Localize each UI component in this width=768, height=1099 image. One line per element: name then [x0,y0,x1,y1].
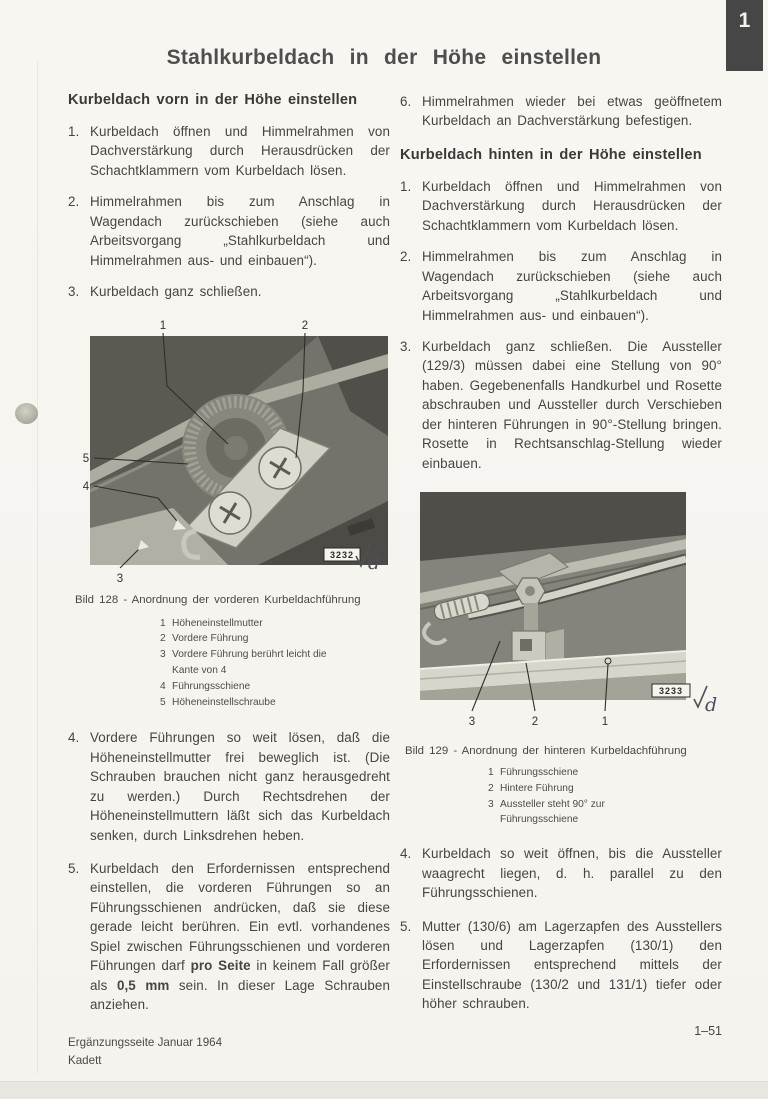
step-text [90,859,390,1015]
figure-129-caption: Bild 129 - Anordnung der hinteren Kurbeldachführung [405,745,687,757]
two-column-layout [68,92,722,1027]
step-item [400,844,722,902]
step-text: Vordere Führungen so weit lösen, daß die Höheneinstellmutter frei beweglich ist. (Die Schrauben brauchen nicht ganz herausgedreht zu werden.) Durch Rechtsdrehen der Höheneinstellmuttern läßt sich das Kurbeldach senken, durch Linksdrehen heben. [90,730,390,843]
step-item [400,177,722,235]
step-text: Himmelrahmen bis zum Anschlag in Wagendach zurückschieben (siehe auch Arbeitsvorgang „Stahlkurbeldach und Himmelrahmen aus- und einbauen“). [90,194,390,268]
figure-128-photo [68,316,390,584]
step-item [400,247,722,325]
callout-3: 3 [116,572,124,584]
step-text-segment: Kurbeldach den Erfordernissen entsprechend einstellen, die vorderen Führungen so an Führungsschienen andrücken, daß sie diese gerade leicht berühren. Ein evtl. vorhandenes Spiel zwischen Führungsschienen und vorderen Führungen darf [90,861,390,974]
legend-text: Höheneinstellschraube [172,696,276,708]
stamp-number: 3233 [658,686,684,696]
punch-hole [15,403,38,424]
step-text: Kurbeldach ganz schließen. Die Aussteller (129/3) müssen dabei eine Stellung von 90° haben. Gegebenenfalls Handkurbel und Rosette abschrauben und Aussteller durch Verschieben der hinteren Führungen in 90°-Stellung bringen. Rosette in Rechtsanschlag-Stellung wieder einbauen. [422,338,722,471]
legend-number: 2 [160,633,166,645]
step-number: 5. [68,861,80,876]
callout-2: 2 [301,319,309,332]
left-column [68,92,390,1027]
step-number: 4. [400,846,412,862]
step-text: Himmelrahmen wieder bei etwas geöffnetem Kurbeldach an Dachverstärkung befestigen. [422,94,722,129]
handwritten-initial: d [705,694,718,716]
callout-2: 2 [531,716,539,728]
callout-4: 4 [82,480,90,493]
callout-5: 5 [82,452,90,465]
figure-128-stamp [324,548,360,561]
step-number: 3. [400,338,412,354]
figure-128 [68,316,390,584]
step-item [68,728,390,845]
right-column [400,92,722,1027]
step-text: Kurbeldach so weit öffnen, bis die Aussteller waagrecht liegen, d. h. parallel zu den Führungsschienen. [422,846,722,901]
legend-item [160,647,390,679]
legend-item [488,765,722,781]
step-number: 4. [68,730,80,746]
chapter-tab-label: 1 [738,9,751,32]
legend-text: Vordere Führung [172,633,249,645]
legend-text: Führungsschiene [172,680,251,692]
callout-1: 1 [159,319,167,332]
handwritten-initial: d [368,551,381,574]
legend-number: 1 [488,767,494,778]
step-item [400,917,722,1014]
figure-129-photo [400,483,722,733]
page-crease [37,62,38,1074]
callout-1: 1 [601,716,609,728]
figure-129-handwritten-check [694,686,717,716]
step-item [68,192,390,270]
figure-129-legend [488,765,722,828]
step-number: 3. [68,284,80,300]
legend-item [160,679,390,695]
step-number: 2. [400,249,412,265]
step-number: 2. [68,194,80,210]
figure-128-caption: Bild 128 - Anordnung der vorderen Kurbeldachführung [75,593,361,606]
step-text-bold: 0,5 mm [116,977,170,993]
legend-number: 5 [160,696,166,708]
legend-item [160,616,390,632]
step-text-bold: pro Seite [190,958,251,974]
step-number: 5. [400,918,412,934]
page-footer [68,1034,222,1070]
legend-text: Höheneinstellmutter [172,617,263,629]
legend-number: 3 [160,649,166,661]
step-number: 6. [400,94,412,109]
step-number: 1. [400,178,412,194]
figure-128-legend [160,616,390,711]
footer-edition-line: Ergänzungsseite Januar 1964 [68,1036,223,1049]
step-item [400,92,722,131]
legend-item [160,631,390,647]
step-item [400,337,722,473]
legend-text: Vordere Führung berührt leicht die Kante von 4 [172,649,327,676]
legend-number: 4 [160,680,166,692]
section-heading-front: Kurbeldach vorn in der Höhe einstellen [68,92,358,108]
step-text-segment: in keinem Fall größer als [90,958,390,993]
step-text: Mutter (130/6) am Lagerzapfen des Ausstellers lösen und Lagerzapfen (130/1) den Erfordernissen entsprechend mittels der Einstellschraube (130/2 und 131/1) tiefer oder höher schrauben. [422,918,722,1012]
legend-number: 2 [488,782,494,794]
step-text: Kurbeldach öffnen und Himmelrahmen von Dachverstärkung durch Herausdrücken der Schachtklammern vom Kurbeldach lösen. [422,178,722,233]
legend-item [160,695,390,711]
legend-item [488,797,722,829]
legend-text: Hintere Führung [500,782,574,794]
step-item [68,122,390,180]
step-text: Kurbeldach ganz schließen. [90,284,262,300]
legend-number: 3 [488,798,494,810]
step-text-segment: sein. In dieser Lage Schrauben anziehen. [90,977,390,1013]
step-number: 1. [68,124,80,139]
step-text: Himmelrahmen bis zum Anschlag in Wagendach zurückschieben (siehe auch Arbeitsvorgang „Stahlkurbeldach und Himmelrahmen aus- und einbauen“). [422,249,722,323]
section-heading-rear: Kurbeldach hinten in der Höhe einstellen [400,146,702,163]
callout-3: 3 [468,716,476,728]
step-item [68,282,390,301]
scan-bottom-edge [0,1081,768,1099]
page-title: Stahlkurbeldach in der Höhe einstellen [166,46,602,69]
stamp-number: 3232 [329,549,355,560]
figure-129-stamp [652,684,690,697]
step-text: Kurbeldach öffnen und Himmelrahmen von Dachverstärkung durch Herausdrücken der Schachtklammern vom Kurbeldach lösen. [90,124,390,178]
page-number: 1–51 [694,1024,722,1038]
figure-129 [400,483,722,733]
step-item [68,859,390,1015]
legend-item [488,781,722,797]
legend-text: Führungsschiene [500,767,579,778]
legend-number: 1 [160,617,166,629]
legend-text: Aussteller steht 90° zur Führungsschiene [500,798,605,826]
footer-model-line: Kadett [68,1053,102,1067]
